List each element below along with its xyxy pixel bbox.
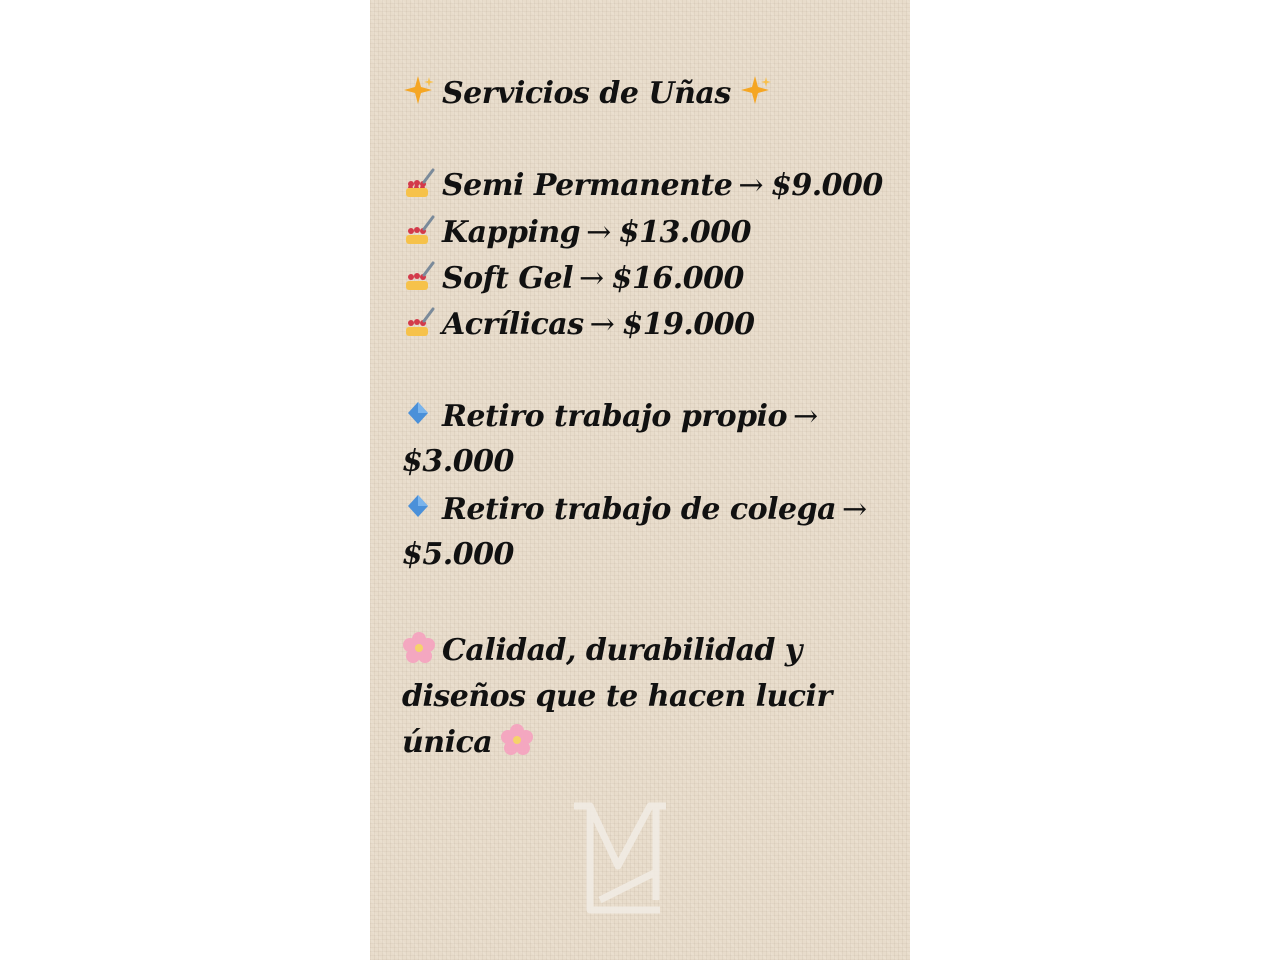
tagline-line-1: Calidad, durabilidad y	[402, 628, 872, 674]
title-text: Servicios de Uñas	[442, 76, 731, 111]
sparkles-icon	[739, 74, 773, 108]
removal-row-colega	[402, 490, 873, 527]
nail-polish-icon	[402, 166, 436, 200]
service-name: Kapping	[442, 215, 581, 250]
service-row-acrilicas	[402, 305, 754, 342]
nail-polish-icon	[402, 213, 436, 247]
service-name: Semi Permanente	[442, 168, 733, 203]
arrow: →	[586, 215, 611, 250]
nail-polish-icon	[402, 259, 436, 293]
blue-diamond-icon	[402, 490, 436, 524]
tagline-line-3: única	[402, 720, 872, 766]
removal-name: Retiro trabajo de colega	[442, 492, 837, 527]
sparkles-icon	[402, 74, 436, 108]
story-card	[370, 0, 910, 960]
arrow: →	[842, 492, 867, 527]
service-row-kapping	[402, 213, 751, 250]
nail-polish-icon	[402, 305, 436, 339]
arrow: →	[589, 307, 615, 342]
arrow: →	[579, 261, 604, 296]
removal-price-colega: $5.000	[402, 537, 514, 572]
cherry-blossom-icon	[402, 631, 436, 665]
tagline-line-2: diseños que te hacen lucir	[402, 679, 832, 714]
removal-price-propio: $3.000	[402, 444, 514, 479]
service-name: Acrílicas	[442, 307, 584, 342]
blue-diamond-icon	[402, 397, 436, 431]
cherry-blossom-icon	[500, 723, 534, 757]
service-row-soft-gel	[402, 259, 744, 296]
service-price: $16.000	[611, 261, 744, 296]
tagline	[402, 628, 872, 766]
removal-name: Retiro trabajo propio	[442, 399, 788, 434]
arrow: →	[738, 168, 763, 203]
arrow: →	[793, 399, 818, 434]
page-title	[402, 74, 773, 111]
monogram-logo-icon	[560, 800, 680, 920]
service-row-semi-permanente	[402, 166, 883, 203]
service-name: Soft Gel	[442, 261, 573, 296]
removal-row-propio	[402, 397, 824, 434]
service-price: $13.000	[618, 215, 751, 250]
service-price: $19.000	[622, 307, 755, 342]
service-price: $9.000	[770, 168, 883, 203]
